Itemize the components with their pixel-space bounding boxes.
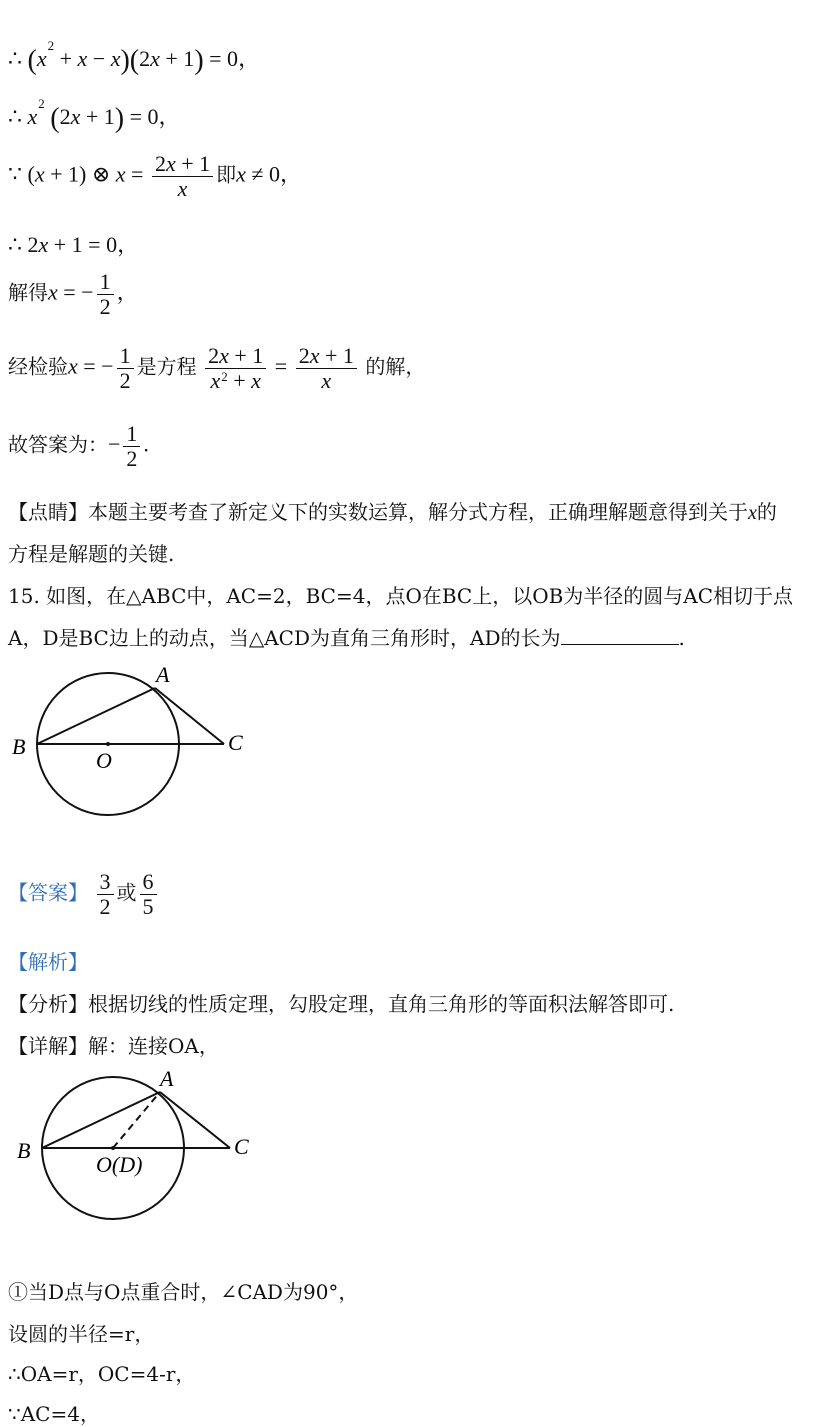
problem-text-2: A，D是BC边上的动点，当△ACD为直角三角形时，AD的长为 — [8, 626, 561, 650]
eq-line-3-mid: 即 — [216, 164, 237, 187]
xiangjie-label: 【详解】 — [8, 1034, 88, 1058]
fraction: $\frac{1}{2}$ — [123, 422, 140, 471]
problem-number: 15. — [8, 584, 40, 608]
eq-line-5-prefix: 解得 — [8, 282, 48, 305]
answer-line — [8, 870, 160, 919]
label-b: B — [12, 734, 26, 759]
eq-line-6-prefix: 经检验 — [8, 356, 68, 379]
answer-label: 【答案】 — [8, 882, 88, 905]
problem-text-2-end: . — [678, 626, 685, 650]
segment-ac — [160, 1092, 230, 1148]
dianjing-text-2: 方程是解题的关键. — [8, 542, 175, 566]
fraction: $\frac{2x + 1}{x}$ — [152, 152, 213, 201]
center-point — [111, 1146, 115, 1150]
fraction: $\frac{1}{2}$ — [117, 344, 134, 393]
label-od: O(D) — [96, 1152, 143, 1177]
eq-line-4-suffix: ， — [117, 232, 140, 257]
dianjing-line-1 — [8, 496, 777, 525]
fenxi-label: 【分析】 — [8, 992, 88, 1016]
dianjing-var: x — [748, 502, 757, 524]
answer-frac1-num: 3 — [97, 870, 114, 895]
label-o: O — [96, 748, 112, 773]
problem-line-1 — [8, 580, 793, 609]
problem-line-2 — [8, 622, 685, 651]
geometry-figure-2 — [8, 1066, 268, 1226]
eq-line-7-prefix: 故答案为： — [8, 434, 108, 457]
answer-frac2-den: 5 — [142, 894, 154, 919]
analysis-label: 【解析】 — [8, 950, 88, 974]
answer-frac1-den: 2 — [99, 894, 111, 919]
dianjing-text-1: 本题主要考查了新定义下的实数运算，解分式方程，正确理解题意得到关于 — [88, 500, 748, 524]
eq-line-6-suffix: 的解， — [365, 356, 426, 379]
center-point — [106, 742, 110, 746]
eq-line-1: ∴ $(x^2 + x - x)(2x + 1) = 0$， — [8, 38, 261, 76]
answer-blank — [561, 626, 679, 645]
answer-fraction-1 — [97, 870, 114, 919]
eq-line-5-suffix: ， — [116, 279, 139, 305]
eq-line-3-suffix: ， — [279, 161, 302, 187]
label-c: C — [234, 1134, 249, 1159]
dianjing-text-1-end: 的 — [756, 500, 777, 524]
eq-line-1-suffix: ， — [238, 46, 261, 71]
label-c: C — [228, 730, 243, 755]
step-4: ∵AC=4， — [8, 1402, 100, 1426]
xiangjie-text: 解：连接OA， — [88, 1034, 219, 1058]
xiangjie-line — [8, 1030, 219, 1059]
step-1: ①当D点与O点重合时，∠CAD为90°， — [8, 1280, 359, 1304]
fraction: $\frac{2x + 1}{x}$ — [296, 344, 357, 393]
dianjing-line-2 — [8, 538, 174, 567]
dianjing-label: 【点睛】 — [8, 500, 88, 524]
eq-line-4: ∴ 2x + 1 = 0， — [8, 232, 140, 257]
eq-line-7: 故答案为：− $\frac{1}{2}$ . — [8, 421, 149, 471]
problem-text-1: 如图，在△ABC中，AC=2，BC=4，点O在BC上，以OB为半径的圆与AC相切于点 — [46, 584, 794, 608]
segment-oa-dashed — [113, 1092, 160, 1148]
step-3: ∴OA=r，OC=4-r， — [8, 1362, 196, 1386]
eq-line-3: ∵ (x + 1) ⊗ x = $\frac{2x + 1}{x}$ 即x ≠ 0， — [8, 151, 302, 201]
fraction: $\frac{2x + 1}{x^2 + x}$ — [205, 344, 266, 393]
answer-or: 或 — [116, 882, 137, 905]
label-a: A — [160, 1066, 174, 1091]
fenxi-line — [8, 988, 674, 1017]
geometry-figure-1 — [8, 658, 258, 828]
eq-line-2-suffix: ， — [158, 104, 181, 129]
label-b: B — [17, 1138, 31, 1163]
segment-ac — [155, 688, 224, 744]
eq-line-7-suffix: . — [143, 431, 149, 457]
eq-line-2: ∴ $x^2$ (2x + 1) = 0， — [8, 96, 181, 134]
step-2: 设圆的半径=r， — [8, 1322, 155, 1346]
label-a: A — [156, 662, 170, 687]
eq-line-5: 解得x = − $\frac{1}{2}$ ， — [8, 269, 139, 319]
eq-line-6-mid: 是方程 — [136, 356, 197, 379]
fraction: $\frac{1}{2}$ — [97, 270, 114, 319]
answer-fraction-2 — [140, 870, 157, 919]
answer-frac2-num: 6 — [140, 870, 157, 895]
eq-line-6: 经检验x = − $\frac{1}{2}$ 是方程 $\frac{2x + 1}{x^2 + x}$ = $\frac{2x + 1}{x}$ 的解， — [8, 343, 426, 393]
fenxi-text: 根据切线的性质定理，勾股定理，直角三角形的等面积法解答即可. — [88, 992, 675, 1016]
